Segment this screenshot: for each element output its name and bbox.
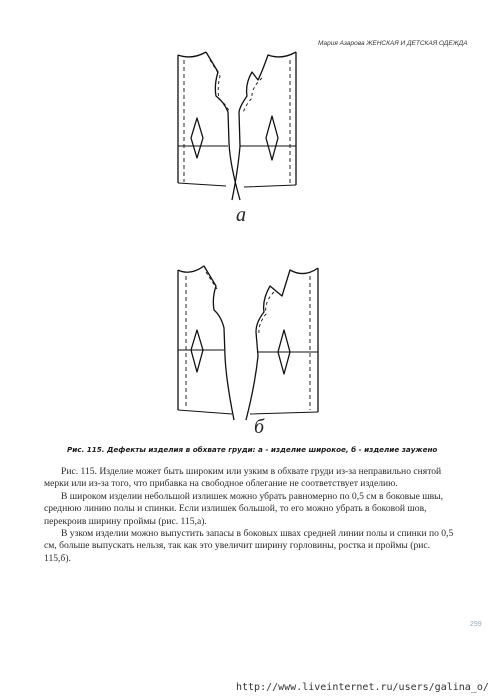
page-number: 299 [470, 621, 482, 628]
body-text [44, 466, 454, 565]
footer-url[interactable]: http://www.liveinternet.ru/users/galina_o/ [236, 682, 489, 693]
figure-caption: Рис. 115. Дефекты изделия в обхвате груди: а - изделие широкое, б - изделие заужено [67, 445, 438, 454]
running-header: Мария Азарова ЖЕНСКАЯ И ДЕТСКАЯ ОДЕЖДА [318, 40, 468, 47]
paragraph: В широком изделии небольшой излишек можно убрать равномерно по 0,5 см в боковые швы, среднюю линию полы и спинки. Если излишек большой, то его можно убрать в боковой шов, перекроив ширину проймы (рис. 115,а). [44, 490, 444, 527]
paragraph: В узком изделии можно выпустить запасы в боковых швах средней линии полы и спинки по 0,5 см, больше выпускать нельзя, так как это увеличит ширину горловины, ростка и проймы (рис. 115,б). [44, 528, 454, 564]
figure-label-b: б [254, 416, 265, 438]
figure-label-a: а [236, 204, 246, 226]
paragraph: Рис. 115. Изделие может быть широким или узким в обхвате груди из-за неправильно снятой мерки или из-за того, что прибавка на свободное облегание не соответствует изделию. [44, 466, 442, 490]
pattern-drawing-a [178, 52, 296, 200]
pattern-drawing-b [178, 266, 318, 420]
